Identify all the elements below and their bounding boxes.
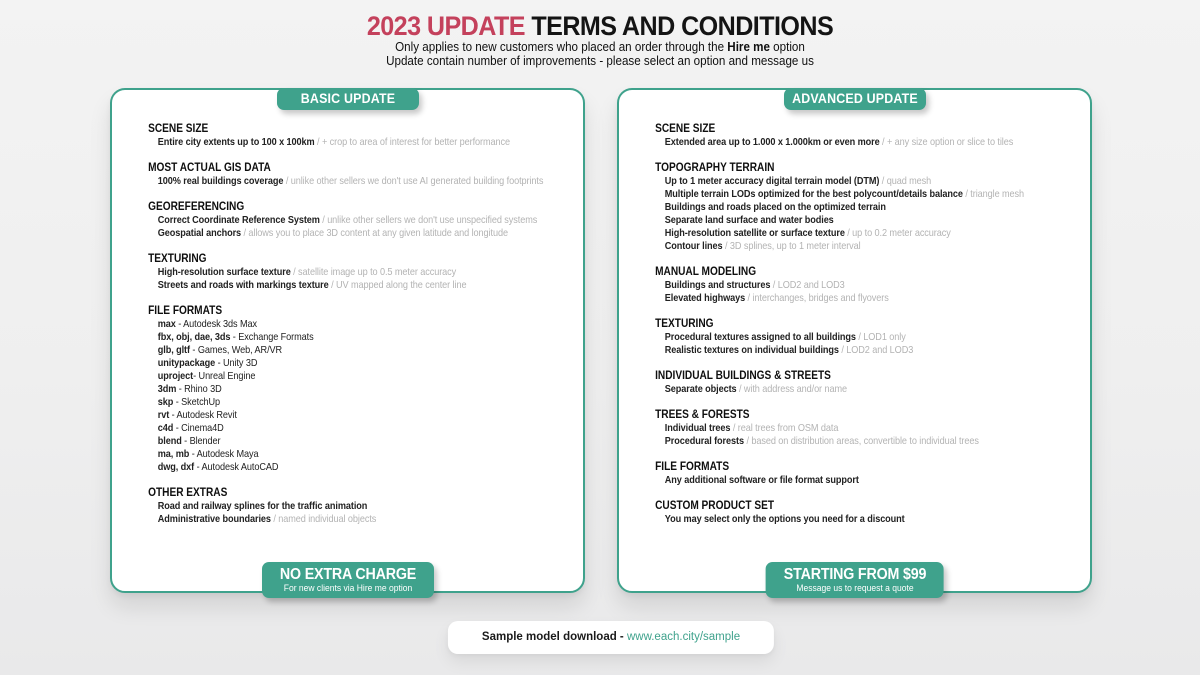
item-note: / 3D splines, up to 1 meter interval <box>722 241 861 252</box>
list-item <box>148 370 584 383</box>
list-item <box>655 344 1091 357</box>
subtitle-line-2: Update contain number of improvements - please select an option and message us <box>386 53 814 68</box>
item-text-bold: uproject <box>157 371 194 382</box>
item-text-bold: You may select only the options you need for a discount <box>664 514 905 525</box>
section-heading: OTHER EXTRAS <box>148 487 228 499</box>
item-text-bold: Entire city extents up to 100 x 100km <box>157 137 315 148</box>
item-note: / up to 0.2 meter accuracy <box>844 228 951 239</box>
item-text-bold: blend <box>157 436 182 447</box>
item-note: / LOD1 only <box>855 332 906 343</box>
item-note: / allows you to place 3D content at any given latitude and longitude <box>241 228 508 239</box>
item-text: - Games, Web, AR/VR <box>189 345 283 356</box>
list-item <box>148 357 584 370</box>
section-heading: TEXTURING <box>655 318 714 330</box>
item-note: / real trees from OSM data <box>730 423 839 434</box>
advanced-update-badge <box>784 88 926 110</box>
title-accent: 2023 UPDATE <box>366 11 525 41</box>
section-heading: INDIVIDUAL BUILDINGS & STREETS <box>655 370 831 382</box>
list-item <box>655 292 1091 305</box>
basic-price-badge-title: NO EXTRA CHARGE <box>279 566 416 583</box>
item-note: / + any size option or slice to tiles <box>879 137 1014 148</box>
list-item <box>655 214 1091 227</box>
basic-price-badge-subtitle: For new clients via Hire me option <box>283 583 412 593</box>
item-text-bold: Contour lines <box>664 241 723 252</box>
list-item <box>148 383 584 396</box>
item-text-bold: Streets and roads with markings texture <box>157 280 329 291</box>
item-text-bold: Individual trees <box>664 423 731 434</box>
section <box>148 123 584 149</box>
advanced-update-sections <box>619 123 1091 539</box>
item-text-bold: Multiple terrain LODs optimized for the best polycount/details balance <box>664 189 963 200</box>
item-text-bold: Up to 1 meter accuracy digital terrain model (DTM) <box>664 176 880 187</box>
item-text-bold: ma, mb <box>157 449 190 460</box>
list-item <box>148 331 584 344</box>
list-item <box>148 448 584 461</box>
section <box>655 370 1091 396</box>
item-text-bold: High-resolution satellite or surface texture <box>664 228 845 239</box>
sample-download-link[interactable]: www.each.city/sample <box>626 631 741 643</box>
list-item <box>655 383 1091 396</box>
item-text: - Blender <box>181 436 221 447</box>
item-text: - Cinema4D <box>173 423 224 434</box>
section <box>655 266 1091 305</box>
list-item <box>655 331 1091 344</box>
basic-price-badge <box>262 562 434 598</box>
subtitle-1-bold: Hire me <box>727 40 770 54</box>
list-item <box>148 513 584 526</box>
item-text: - Exchange Formats <box>230 332 314 343</box>
list-item <box>655 227 1091 240</box>
item-text-bold: unitypackage <box>157 358 216 369</box>
list-item <box>655 435 1091 448</box>
sample-download-bar <box>448 621 774 654</box>
list-item <box>655 474 1091 487</box>
item-text: - Autodesk AutoCAD <box>194 462 279 473</box>
list-item <box>148 266 584 279</box>
list-item <box>148 435 584 448</box>
page-header <box>42 11 1158 68</box>
item-text-bold: Elevated highways <box>664 293 746 304</box>
item-text-bold: rvt <box>157 410 170 421</box>
item-note: / satellite image up to 0.5 meter accuracy <box>290 267 457 278</box>
list-item <box>148 175 584 188</box>
item-note: / quad mesh <box>879 176 932 187</box>
list-item <box>655 201 1091 214</box>
item-text: - SketchUp <box>173 397 221 408</box>
list-item <box>655 240 1091 253</box>
section <box>148 253 584 292</box>
list-item <box>148 500 584 513</box>
panel-basic-update <box>110 88 585 593</box>
item-note: / UV mapped along the center line <box>328 280 467 291</box>
section-heading: MANUAL MODELING <box>655 266 757 278</box>
section <box>655 500 1091 526</box>
item-text-bold: High-resolution surface texture <box>157 267 291 278</box>
list-item <box>655 136 1091 149</box>
item-text-bold: Administrative boundaries <box>157 514 271 525</box>
item-text: - Autodesk Revit <box>169 410 237 421</box>
section-heading: TEXTURING <box>148 253 207 265</box>
section-heading: MOST ACTUAL GIS DATA <box>148 162 271 174</box>
item-text-bold: Correct Coordinate Reference System <box>157 215 320 226</box>
list-item <box>148 422 584 435</box>
item-text-bold: glb, gltf <box>157 345 190 356</box>
list-item <box>655 279 1091 292</box>
list-item <box>148 409 584 422</box>
section <box>148 305 584 474</box>
section <box>148 162 584 188</box>
item-text: - Autodesk 3ds Max <box>175 319 257 330</box>
section <box>655 461 1091 487</box>
item-text-bold: 100% real buildings coverage <box>157 176 284 187</box>
list-item <box>655 175 1091 188</box>
item-text-bold: Separate land surface and water bodies <box>664 215 834 226</box>
sample-download-text: Sample model download - <box>481 631 627 643</box>
item-text: - Unity 3D <box>215 358 258 369</box>
subtitle-line-1 <box>42 41 1158 55</box>
basic-update-sections <box>112 123 584 539</box>
list-item <box>655 422 1091 435</box>
item-note: / with address and/or name <box>736 384 848 395</box>
list-item <box>655 513 1091 526</box>
item-text-bold: dwg, dxf <box>157 462 195 473</box>
item-text-bold: Any additional software or file format support <box>664 475 859 486</box>
section <box>655 162 1091 253</box>
list-item <box>655 188 1091 201</box>
item-note: / + crop to area of interest for better performance <box>314 137 511 148</box>
subtitle-1-post: option <box>769 40 805 54</box>
section-heading: SCENE SIZE <box>148 123 209 135</box>
section <box>148 487 584 526</box>
list-item <box>148 344 584 357</box>
section-heading: TOPOGRAPHY TERRAIN <box>655 162 775 174</box>
list-item <box>148 227 584 240</box>
item-note: / unlike other sellers we don't use AI generated building footprints <box>283 176 544 187</box>
item-note: / unlike other sellers we don't use unspecified systems <box>319 215 538 226</box>
item-text-bold: Buildings and structures <box>664 280 771 291</box>
section-heading: SCENE SIZE <box>655 123 716 135</box>
advanced-price-badge-subtitle: Message us to request a quote <box>795 583 914 593</box>
list-item <box>148 136 584 149</box>
advanced-update-badge-label: ADVANCED UPDATE <box>791 90 918 106</box>
list-item <box>148 461 584 474</box>
panel-advanced-update <box>617 88 1092 593</box>
page-title <box>42 11 1158 41</box>
basic-update-badge-label: BASIC UPDATE <box>300 90 395 106</box>
list-item <box>148 318 584 331</box>
list-item <box>148 214 584 227</box>
item-text-bold: Realistic textures on individual buildings <box>664 345 839 356</box>
item-note: / LOD2 and LOD3 <box>770 280 845 291</box>
item-text: - Autodesk Maya <box>189 449 259 460</box>
item-note: / LOD2 and LOD3 <box>838 345 914 356</box>
item-text-bold: Buildings and roads placed on the optimized terrain <box>664 202 886 213</box>
section-heading: CUSTOM PRODUCT SET <box>655 500 775 512</box>
item-text-bold: 3dm <box>157 384 177 395</box>
list-item <box>148 279 584 292</box>
item-note: / interchanges, bridges and flyovers <box>745 293 889 304</box>
item-text: - Rhino 3D <box>176 384 222 395</box>
advanced-price-badge-title: STARTING FROM $99 <box>783 566 926 583</box>
item-text-bold: Separate objects <box>664 384 737 395</box>
section-heading: FILE FORMATS <box>148 305 223 317</box>
section <box>655 409 1091 448</box>
section-heading: TREES & FORESTS <box>655 409 750 421</box>
basic-update-badge <box>277 88 419 110</box>
item-text-bold: Procedural textures assigned to all buildings <box>664 332 856 343</box>
title-rest: TERMS AND CONDITIONS <box>524 11 834 41</box>
item-note: / named individual objects <box>270 514 377 525</box>
section <box>655 318 1091 357</box>
item-text-bold: fbx, obj, dae, 3ds <box>157 332 231 343</box>
item-note: / based on distribution areas, convertible to individual trees <box>743 436 979 447</box>
item-text-bold: max <box>157 319 176 330</box>
subtitle-1-pre: Only applies to new customers who placed an order through the <box>395 40 728 54</box>
section <box>148 201 584 240</box>
item-text: - Unreal Engine <box>193 371 256 382</box>
section-heading: FILE FORMATS <box>655 461 730 473</box>
section <box>655 123 1091 149</box>
list-item <box>148 396 584 409</box>
item-text-bold: skp <box>157 397 174 408</box>
item-text-bold: Extended area up to 1.000 x 1.000km or even more <box>664 137 880 148</box>
section-heading: GEOREFERENCING <box>148 201 245 213</box>
item-note: / triangle mesh <box>962 189 1025 200</box>
advanced-price-badge <box>765 562 944 598</box>
item-text-bold: Geospatial anchors <box>157 228 242 239</box>
item-text-bold: c4d <box>157 423 174 434</box>
item-text-bold: Road and railway splines for the traffic animation <box>157 501 368 512</box>
item-text-bold: Procedural forests <box>664 436 744 447</box>
